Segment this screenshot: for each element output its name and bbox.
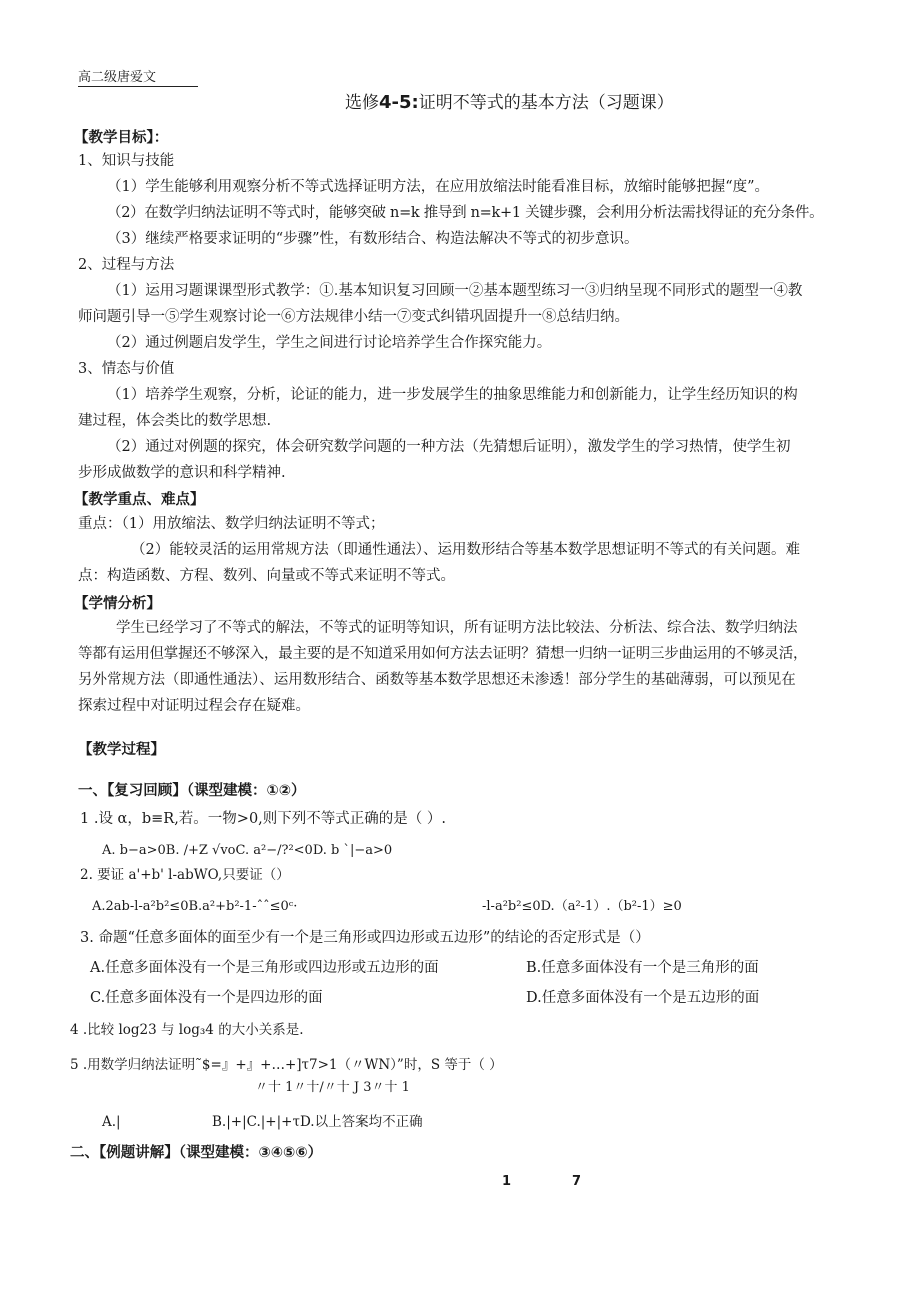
analysis-line1: 学生已经学习了不等式的解法，不等式的证明等知识，所有证明方法比较法、分析法、综合法、数学归纳法 bbox=[116, 620, 798, 636]
objectives-heading: 【教学目标】： bbox=[74, 130, 169, 146]
section-review: 一、【复习回顾】（课型建模：①②） bbox=[78, 783, 306, 799]
keypoints-line2: （2）能较灵活的运用常规方法（即通性通法）、运用数形结合等基本数学思想证明不等式的有关问题。难 bbox=[131, 542, 800, 558]
question-5-sub: 〃十 1〃十/〃十 J 3〃十 1 bbox=[255, 1080, 410, 1095]
objectives-s3-title: 3、情态与价值 bbox=[78, 361, 175, 377]
keypoints-line1: 重点：（1）用放缩法、数学归纳法证明不等式； bbox=[78, 516, 385, 532]
question-2: 2. 要证 a'+b' l-abWO,只要证（） bbox=[80, 867, 290, 883]
author-name: 高二级唐爱文 bbox=[78, 66, 198, 87]
keypoints-heading: 【教学重点、难点】 bbox=[74, 492, 205, 508]
process-heading: 【教学过程】 bbox=[78, 742, 165, 758]
keypoints-line3: 点：构造函数、方程、数列、向量或不等式来证明不等式。 bbox=[78, 568, 455, 584]
question-5-option-a: A.| bbox=[102, 1114, 121, 1130]
objectives-s1-p1: （1）学生能够利用观察分析不等式选择证明方法，在应用放缩法时能看准目标，放缩时能够把握“度”。 bbox=[107, 179, 770, 195]
analysis-line2: 等都有运用但掌握还不够深入，最主要的是不知道采用如何方法去证明？猜想一归纳一证明三步曲运用的不够灵活， bbox=[78, 646, 808, 662]
objectives-s2-p2: （2）通过例题启发学生，学生之间进行讨论培养学生合作探究能力。 bbox=[107, 335, 552, 351]
objectives-s2-p1-line1: （1）运用习题课课型形式教学：①.基本知识复习回顾一②基本题型练习一③归纳呈现不同形式的题型一④教 bbox=[107, 283, 803, 299]
analysis-line3: 另外常规方法（即通性通法）、运用数形结合、函数等基本数学思想还未渗透！部分学生的基础薄弱，可以预见在 bbox=[78, 672, 796, 688]
title-prefix: 选修 bbox=[345, 93, 379, 113]
analysis-heading: 【学情分析】 bbox=[74, 596, 161, 612]
question-3: 3. 命题“任意多面体的面至少有一个是三角形或四边形或五边形”的结论的否定形式是（） bbox=[80, 930, 650, 946]
question-3-option-c: C.任意多面体没有一个是四边形的面 bbox=[90, 990, 323, 1006]
page-number: 1 bbox=[502, 1174, 512, 1189]
question-2-options-left: A.2ab-l-a²b²≤0B.a²+b²-1-ˆˆ≤0ᶜ· bbox=[92, 899, 298, 914]
objectives-s1-title: 1、知识与技能 bbox=[78, 153, 175, 169]
objectives-s1-p2: （2）在数学归纳法证明不等式时，能够突破 n=k 推导到 n=k+1 关键步骤，会利用分析法需找得证的充分条件。 bbox=[107, 205, 824, 221]
analysis-line4: 探索过程中对证明过程会存在疑难。 bbox=[78, 698, 310, 714]
question-1: 1 .设 α，b≡R,若。一物>0,则下列不等式正确的是（ ）. bbox=[80, 811, 447, 827]
section-examples: 二、【例题讲解】（课型建模：③④⑤⑥） bbox=[70, 1145, 323, 1161]
page-title bbox=[345, 88, 674, 113]
objectives-s2-title: 2、过程与方法 bbox=[78, 257, 175, 273]
title-number: 4-5: bbox=[379, 92, 419, 113]
question-4: 4 .比较 log23 与 log₃4 的大小关系是. bbox=[70, 1022, 304, 1038]
objectives-s3-p1-line2: 建过程，体会类比的数学思想. bbox=[78, 413, 272, 429]
question-3-option-a: A.任意多面体没有一个是三角形或四边形或五边形的面 bbox=[90, 960, 439, 976]
question-5: 5 .用数学归纳法证明˜$=』+』+…+]τ7>1（〃WN）”时，S 等于（ ） bbox=[70, 1057, 503, 1073]
page-total: 7 bbox=[572, 1174, 582, 1189]
title-rest: 证明不等式的基本方法（习题课） bbox=[418, 93, 674, 113]
objectives-s3-p2-line1: （2）通过对例题的探究，体会研究数学问题的一种方法（先猜想后证明），激发学生的学习热情，使学生初 bbox=[107, 439, 791, 455]
question-3-option-d: D.任意多面体没有一个是五边形的面 bbox=[526, 990, 760, 1006]
objectives-s2-p1-line2: 师问题引导一⑤学生观察讨论一⑥方法规律小结一⑦变式纠错巩固提升一⑧总结归纳。 bbox=[78, 309, 629, 325]
question-3-option-b: B.任意多面体没有一个是三角形的面 bbox=[526, 960, 759, 976]
objectives-s3-p2-line2: 步形成做数学的意识和科学精神. bbox=[78, 465, 286, 481]
question-1-options: A. b−a>0B. /+Z √voC. a²−/?²<0D. b ˋ|−a>0 bbox=[102, 843, 393, 858]
question-2-options-right: -l-a²b²≤0D.（a²-1）.（b²-1）≥0 bbox=[482, 899, 682, 914]
objectives-s1-p3: （3）继续严格要求证明的“步骤”性，有数形结合、构造法解决不等式的初步意识。 bbox=[107, 231, 639, 247]
objectives-s3-p1-line1: （1）培养学生观察，分析，论证的能力，进一步发展学生的抽象思维能力和创新能力，让学生经历知识的构 bbox=[107, 387, 798, 403]
question-5-options-rest: B.|+|C.|+|+τD.以上答案均不正确 bbox=[212, 1114, 423, 1130]
